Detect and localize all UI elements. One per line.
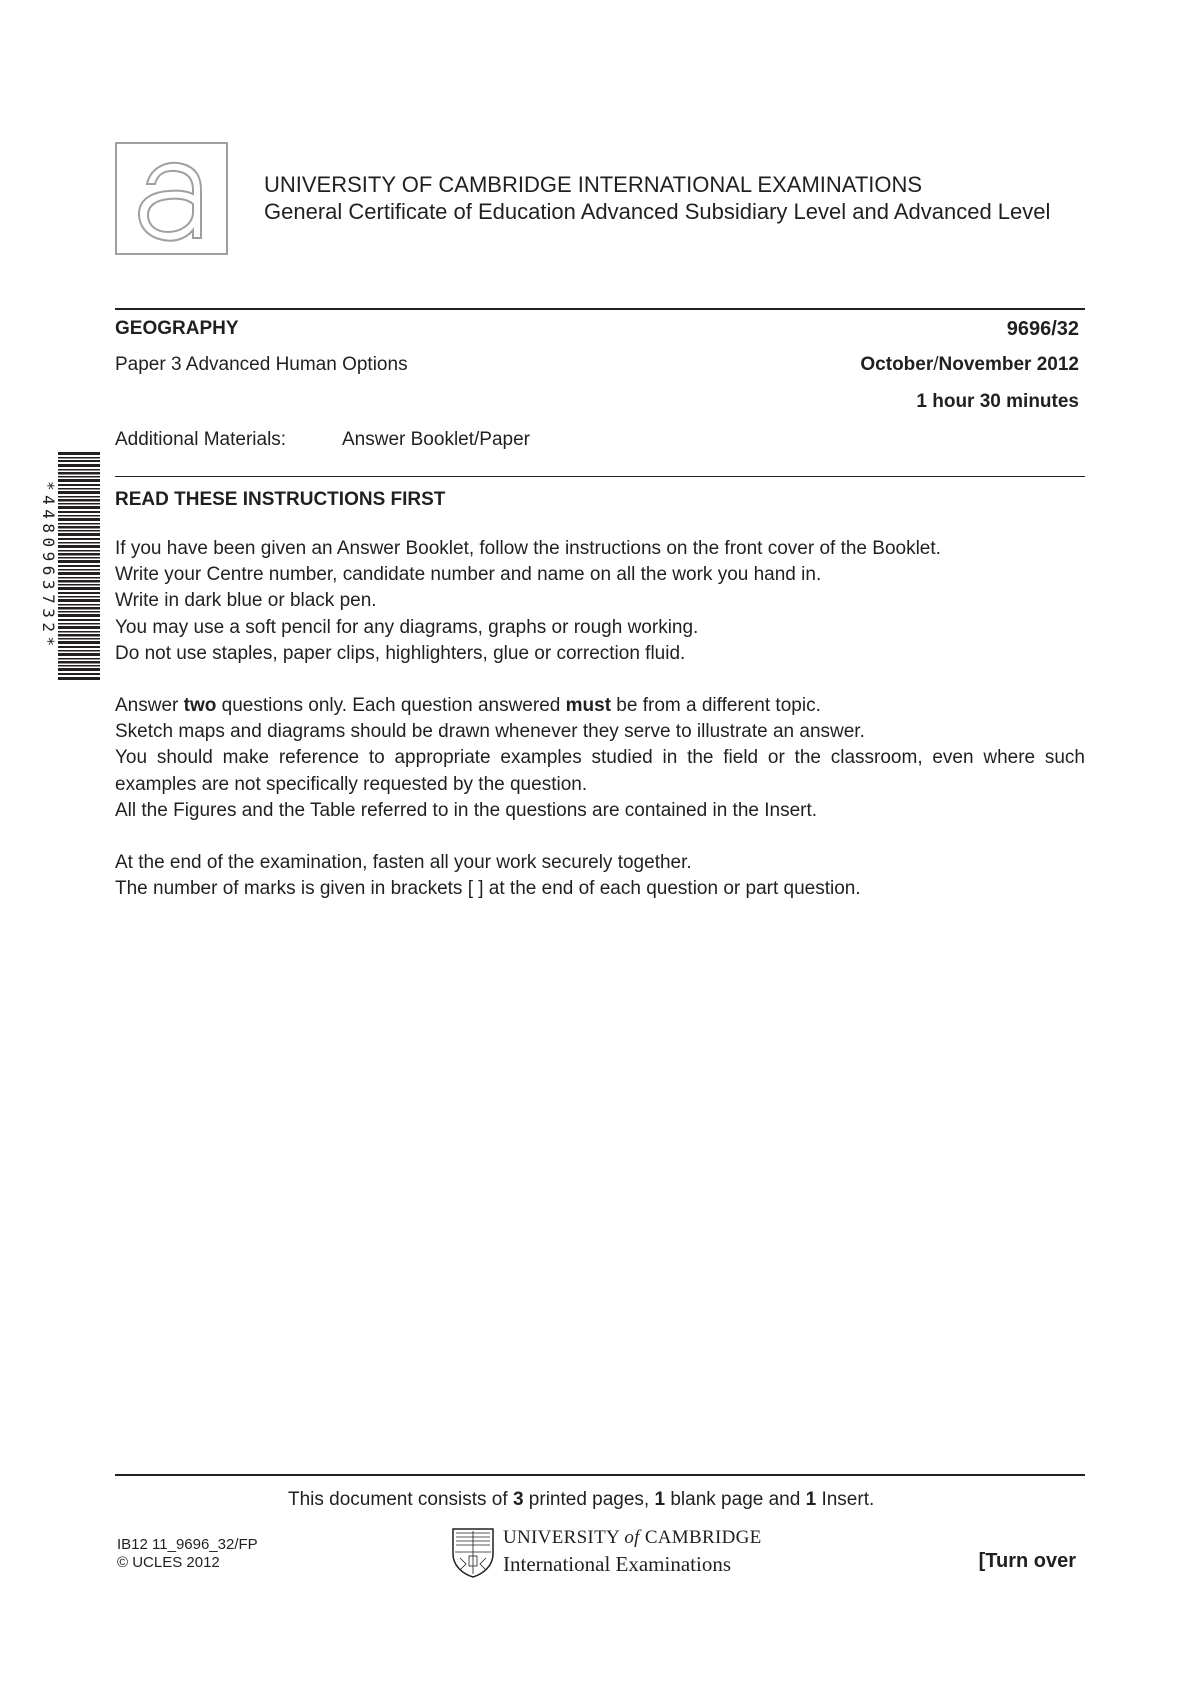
instructions-block-1 [115, 536, 1085, 667]
copyright-notice: © UCLES 2012 [117, 1554, 220, 1571]
session-separator: / [933, 354, 939, 375]
barcode-icon [58, 452, 100, 680]
instruction-line: You may use a soft pencil for any diagrams, graphs or rough working. [115, 616, 699, 638]
instruction-line: Write in dark blue or black pen. [115, 590, 377, 612]
text-run: Answer [115, 695, 184, 716]
text-run: blank page and [665, 1489, 806, 1510]
text-run: Insert. [816, 1489, 875, 1510]
qualification-title: General Certificate of Education Advanced Subsidiary Level and Advanced Level [264, 199, 1051, 224]
footer-divider [115, 1474, 1085, 1476]
blank-pages-count: 1 [654, 1489, 666, 1510]
instruction-line: At the end of the examination, fasten all your work securely together. [115, 852, 692, 873]
text-run: This document consists of [288, 1489, 513, 1510]
document-reference: IB12 11_9696_32/FP [117, 1536, 258, 1553]
instruction-line: The number of marks is given in brackets [ ] at the end of each question or part question. [115, 878, 861, 900]
emphasis-two: two [183, 695, 217, 716]
instruction-line: All the Figures and the Table referred to in the questions are contained in the Insert. [115, 799, 818, 821]
paper-code: 9696/32 [1006, 318, 1079, 340]
cambridge-crest-icon [452, 1528, 494, 1578]
instruction-line: You should make reference to appropriate examples studied in the field or the classroom, even where such examples are not specifically requested by the question. [115, 747, 1085, 795]
instruction-line [115, 693, 1085, 719]
instructions-block-2 [115, 693, 1085, 824]
text-run: printed pages, [523, 1489, 655, 1510]
emphasis-must: must [565, 695, 612, 716]
instruction-line: If you have been given an Answer Booklet, follow the instructions on the front cover of the Booklet. [115, 538, 941, 559]
instruction-line: Sketch maps and diagrams should be drawn whenever they serve to illustrate an answer. [115, 721, 865, 743]
instructions-block-3 [115, 850, 1085, 902]
text-run: be from a different topic. [611, 695, 821, 716]
printed-pages-count: 3 [512, 1489, 524, 1510]
additional-materials-label: Additional Materials: [115, 429, 287, 450]
instruction-line: Do not use staples, paper clips, highlighters, glue or correction fluid. [115, 642, 686, 664]
session-month-b: November 2012 [938, 354, 1079, 375]
text-run: questions only. Each question answered [216, 695, 566, 716]
exam-session [860, 352, 1079, 378]
university-of-cambridge-wordmark [503, 1527, 762, 1549]
session-month-a: October [860, 354, 934, 375]
examination-board-logo [115, 142, 228, 255]
subject-title: GEOGRAPHY [115, 318, 239, 339]
board-name: UNIVERSITY OF CAMBRIDGE INTERNATIONAL EXAMINATIONS [264, 172, 923, 197]
instruction-line: Write your Centre number, candidate number and name on all the work you hand in. [115, 564, 822, 586]
instructions-heading: READ THESE INSTRUCTIONS FIRST [115, 489, 446, 510]
letter-a-logo-icon [117, 144, 226, 253]
exam-duration: 1 hour 30 minutes [916, 391, 1079, 412]
additional-materials-value: Answer Booklet/Paper [342, 429, 530, 450]
turn-over-label: [Turn over [978, 1550, 1076, 1572]
paper-title: Paper 3 Advanced Human Options [115, 354, 408, 375]
page-count-statement [288, 1487, 874, 1513]
text-run: CAMBRIDGE [644, 1527, 762, 1548]
text-run: UNIVERSITY [503, 1527, 620, 1548]
international-examinations-wordmark: International Examinations [503, 1552, 732, 1576]
barcode-number: *4480963732* [39, 481, 58, 651]
insert-count: 1 [805, 1489, 817, 1510]
instructions-divider [115, 476, 1085, 477]
header-divider [115, 308, 1085, 310]
text-run: of [624, 1527, 640, 1548]
